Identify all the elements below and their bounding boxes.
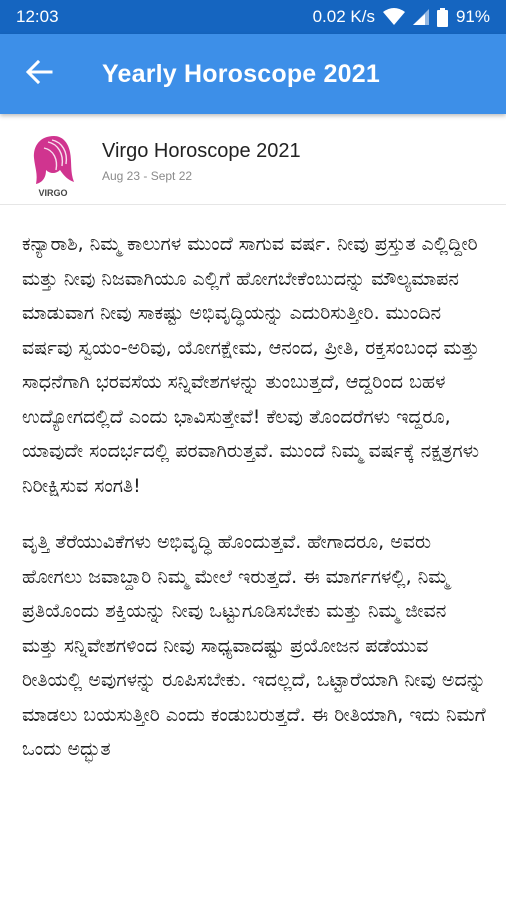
horoscope-content[interactable]	[0, 205, 506, 900]
paragraph-2: ವೃತ್ತಿ ತೆರೆಯುವಿಕೆಗಳು ಅಭಿವೃದ್ಧಿ ಹೊಂದುತ್ತವೆ. ಹೇಗಾದರೂ, ಅವರು ಹೋಗಲು ಜವಾಬ್ದಾರಿ ನಿಮ್ಮ ಮೇಲೆ ಇರುತ್ತದೆ. ಈ ಮಾರ್ಗಗಳಲ್ಲಿ, ನಿಮ್ಮ ಪ್ರತಿಯೊಂದು ಶಕ್ತಿಯನ್ನು ನೀವು ಒಟ್ಟುಗೂಡಿಸಬೇಕು ಮತ್ತು ನಿಮ್ಮ ಜೀವನ ಮತ್ತು ಸನ್ನಿವೇಶಗಳಿಂದ ನೀವು ಸಾಧ್ಯವಾದಷ್ಟು ಪ್ರಯೋಜನ ಪಡೆಯುವ ರೀತಿಯಲ್ಲಿ ಅವುಗಳನ್ನು ರೂಪಿಸಬೇಕು. ಇದಲ್ಲದೆ, ಒಟ್ಟಾರೆಯಾಗಿ ನೀವು ಅದನ್ನು ಮಾಡಲು ಬಯಸುತ್ತೀರಿ ಎಂದು ಕಂಡುಬರುತ್ತದೆ. ಈ ರೀತಿಯಾಗಿ, ಇದು ನಿಮಗೆ ಒಂದು ಅದ್ಭುತ	[22, 531, 486, 760]
virgo-logo	[28, 134, 78, 204]
network-speed: 0.02 K/s	[312, 7, 375, 26]
horoscope-header	[0, 114, 506, 205]
horoscope-date-range: Aug 23 - Sept 22	[102, 169, 193, 183]
status-time: 12:03	[16, 7, 59, 26]
arrow-back-icon	[25, 58, 53, 90]
horoscope-title: Virgo Horoscope 2021	[102, 140, 301, 162]
cellular-signal-icon	[413, 8, 429, 26]
battery-percent: 91%	[455, 7, 490, 26]
wifi-icon	[383, 8, 405, 26]
battery-icon	[437, 8, 448, 27]
paragraph-1: ಕನ್ಯಾರಾಶಿ, ನಿಮ್ಮ ಕಾಲುಗಳ ಮುಂದೆ ಸಾಗುವ ವರ್ಷ. ನೀವು ಪ್ರಸ್ತುತ ಎಲ್ಲಿದ್ದೀರಿ ಮತ್ತು ನೀವು ನಿಜವಾಗಿಯೂ ಎಲ್ಲಿಗೆ ಹೋಗಬೇಕೆಂಬುದನ್ನು ಮೌಲ್ಯಮಾಪನ ಮಾಡುವಾಗ ನೀವು ಸಾಕಷ್ಟು ಅಭಿವೃದ್ಧಿಯನ್ನು ಎದುರಿಸುತ್ತೀರಿ. ಮುಂದಿನ ವರ್ಷವು ಸ್ವಯಂ-ಅರಿವು, ಯೋಗಕ್ಷೇಮ, ಆನಂದ, ಪ್ರೀತಿ, ರಕ್ತಸಂಬಂಧ ಮತ್ತು ಸಾಧನೆಗಾಗಿ ಭರವಸೆಯ ಸನ್ನಿವೇಶಗಳನ್ನು ತುಂಬುತ್ತದೆ, ಆದ್ದರಿಂದ ಬಹಳ ಉದ್ಯೋಗದಲ್ಲಿದೆ ಎಂದು ಭಾವಿಸುತ್ತೇವೆ! ಕೆಲವು ತೊಂದರೆಗಳು ಇದ್ದರೂ, ಯಾವುದೇ ಸಂದರ್ಭದಲ್ಲಿ ಪರವಾಗಿರುತ್ತವೆ. ಮುಂದೆ ನಿಮ್ಮ ವರ್ಷಕ್ಕೆ ನಕ್ಷತ್ರಗಳು ನಿರೀಕ್ಷಿಸುವ ಸಂಗತಿ!	[22, 233, 480, 497]
back-button[interactable]	[0, 34, 78, 114]
horoscope-heading	[102, 140, 301, 183]
page-title: Yearly Horoscope 2021	[102, 59, 380, 88]
app-bar	[0, 34, 506, 114]
logo-label: VIRGO	[38, 188, 68, 198]
status-bar	[0, 0, 506, 34]
status-indicators	[313, 7, 490, 27]
